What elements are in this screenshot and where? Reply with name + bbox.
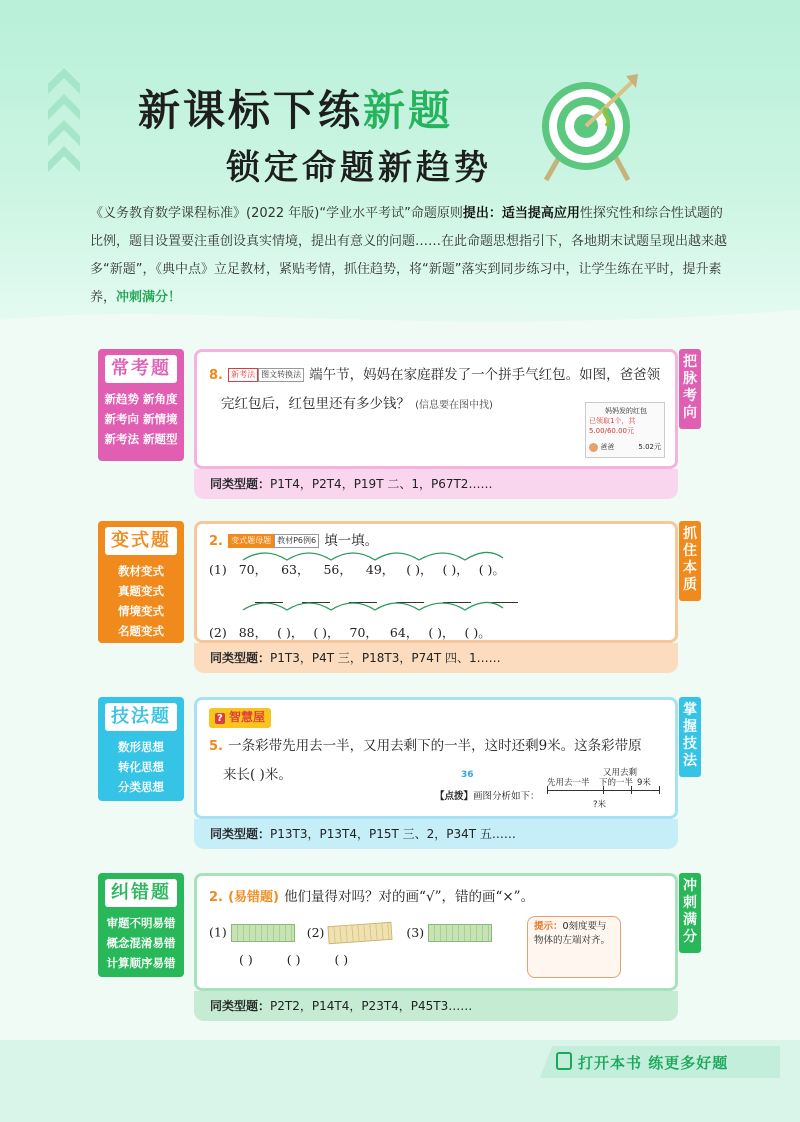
badge-item: 计算顺序易错: [106, 956, 176, 970]
badge-title: 常考题: [105, 355, 177, 383]
tag-label: 智慧屋: [229, 710, 266, 724]
diagram-label: ?米: [593, 800, 607, 810]
same-type-label: 同类型题：: [210, 827, 271, 841]
target-dart-icon: [526, 68, 652, 188]
page-number: 36: [461, 770, 474, 780]
sequence-blank[interactable]: ( )，: [313, 625, 340, 640]
tag-new-method: 新考法: [228, 368, 258, 382]
badge-item: 审题不明易错: [106, 916, 176, 930]
question-number: 8.: [209, 368, 223, 383]
badge-item: 概念混淆易错: [106, 936, 176, 950]
badge-item: 真题变式: [118, 584, 164, 598]
sequence-row-2: [209, 623, 663, 641]
page-title-line1: 新课标下练新题: [138, 86, 454, 135]
tag-variant: 变式题母题: [228, 534, 274, 548]
diagram-tick: [547, 786, 548, 794]
diagram-label: 下的一半: [599, 778, 634, 788]
footer-slogan: 打开本书 练更多好题: [578, 1054, 729, 1072]
sequence-term: 49，: [365, 562, 395, 577]
intro-text-1: 《义务教育数学课程标准》(2022 年版)“学业水平考试”命题原则: [90, 206, 463, 221]
sequence-term: 70，: [349, 625, 378, 640]
answer-blank[interactable]: ( ): [334, 952, 349, 967]
tag-textbook: 教材P6例6: [274, 534, 319, 548]
red-packet-image: [585, 402, 665, 458]
question-card: [194, 521, 678, 643]
sequence-blank[interactable]: ( )。: [464, 625, 491, 640]
same-type-text: P2T2，P14T4，P23T4，P45T3……: [270, 999, 473, 1013]
sequence-blank[interactable]: ( )，: [442, 562, 469, 577]
tag-error-prone: (易错题): [228, 890, 279, 905]
question-text: 完红包后，红包里还有多少钱？: [221, 396, 410, 412]
intro-text-end: 冲刺满分！: [116, 290, 182, 305]
question-text: 来长( )米。: [223, 767, 292, 783]
ruler-image-2: [328, 922, 393, 944]
badge-item: 数形思想: [118, 740, 164, 754]
item-label: (2): [306, 924, 325, 940]
sequence-term: 56，: [323, 562, 352, 577]
sequence-blank[interactable]: ( )，: [406, 562, 433, 577]
question-card: [194, 349, 678, 469]
same-type-text: P1T3，P4T 三，P18T3，P74T 四、1……: [270, 651, 501, 665]
intro-text-2: 性探究性和综合性试题的比例，题目设置要注重创设真实情境，提出有意义的问题……在此命题思想指引下，各地期末试题呈现出越来越多“新题”，《典中点》立足教材，紧贴考情，抓住趋势，将“新题”落实到同步练习中，让学生练在平时，提升素养，: [90, 206, 728, 305]
answer-blank[interactable]: ( ): [286, 952, 301, 967]
item-label: (3): [406, 924, 425, 940]
badge-item: 新考法 新题型: [104, 432, 178, 446]
badge-title: 纠错题: [105, 879, 177, 907]
tag-method: 图文转换法: [258, 368, 304, 382]
intro-paragraph: [90, 200, 730, 312]
sequence-blank[interactable]: ( )。: [478, 562, 505, 577]
badge-item: 新趋势 新角度: [104, 392, 178, 406]
question-text: 一条彩带先用去一半，又用去剩下的一半，这时还剩9米。这条彩带原: [228, 738, 642, 754]
badge-item: 名题变式: [118, 624, 164, 638]
tip-box: [527, 916, 621, 978]
badge-variant: [98, 521, 184, 643]
badge-item: 新考向 新情境: [104, 412, 178, 426]
avatar: [589, 443, 598, 452]
badge-item: 情境变式: [118, 604, 164, 618]
badge-item: 教材变式: [118, 564, 164, 578]
hint-line: [435, 788, 540, 802]
question-number: 2.: [209, 890, 223, 905]
sequence-arrows-row2: [237, 592, 507, 612]
same-type-text: P13T3，P13T4，P15T 三、2，P34T 五……: [270, 827, 516, 841]
side-tab: 把脉考向: [679, 349, 701, 429]
question-card: [194, 873, 678, 991]
badge-title: 变式题: [105, 527, 177, 555]
ruler-image-3: [428, 924, 492, 942]
red-packet-name: 爸爸: [600, 443, 615, 451]
badge-technique: [98, 697, 184, 801]
question-text: 填一填。: [324, 533, 379, 549]
sequence-row-1: [209, 560, 663, 578]
badge-item: 分类思想: [118, 780, 164, 794]
item-label: (1): [209, 924, 227, 940]
tip-label: 提示：: [534, 921, 563, 932]
diagram-tick: [659, 786, 660, 794]
side-tab: 冲刺满分: [679, 873, 701, 953]
sequence-blank[interactable]: ( )，: [428, 625, 455, 640]
same-type-label: 同类型题：: [210, 999, 271, 1013]
red-packet-sub: 已领取1个，共5.00/60.00元: [589, 417, 636, 435]
same-type-bar: [194, 643, 678, 673]
question-number: 2.: [209, 534, 223, 549]
book-icon: [556, 1052, 572, 1070]
tip-text: 0刻度要与物体的左端对齐。: [534, 921, 611, 946]
red-packet-amount: 5.02元: [638, 443, 661, 451]
sequence-term: 64，: [389, 625, 419, 640]
row-label: (1): [209, 562, 227, 577]
side-tab: 抓住本质: [679, 521, 701, 601]
diagram-label: 先用去一半: [547, 778, 590, 788]
badge-title: 技法题: [105, 703, 177, 731]
same-type-bar: [194, 469, 678, 499]
same-type-label: 同类型题：: [210, 651, 271, 665]
page-title-line2: 锁定命题新趋势: [226, 148, 492, 188]
question-text: 端午节，妈妈在家庭群发了一个拼手气红包。如图，爸爸领: [309, 367, 661, 383]
diagram-tick: [603, 786, 604, 794]
ruler-image-1: [231, 924, 295, 942]
badge-common: [98, 349, 184, 461]
side-tab: 掌握技法: [679, 697, 701, 777]
same-type-text: P1T4，P2T4，P19T 二、1，P67T2……: [270, 477, 493, 491]
segment-diagram: [547, 766, 661, 814]
sequence-term: 70，: [238, 562, 268, 577]
sequence-blank[interactable]: ( )，: [277, 625, 304, 640]
same-type-bar: [194, 991, 678, 1021]
sequence-term: 88，: [238, 625, 268, 640]
diagram-tick: [631, 786, 632, 794]
diagram-label: 9米: [637, 778, 651, 788]
red-packet-title: 妈妈发的红包: [605, 407, 647, 415]
answer-blank[interactable]: ( ): [239, 952, 253, 967]
same-type-bar: [194, 819, 678, 849]
intro-text-bold: 提出：适当提高应用: [462, 206, 580, 221]
question-card: [194, 697, 678, 819]
question-note: (信息要在图中找): [415, 400, 493, 411]
question-number: 5.: [209, 739, 223, 754]
wisdom-house-tag: [209, 708, 271, 728]
question-mark-icon: ?: [217, 713, 223, 724]
row-label: (2): [209, 625, 227, 640]
hint-label: 【点拨】: [435, 791, 474, 802]
question-text: 他们量得对吗？对的画“√”，错的画“×”。: [284, 889, 535, 905]
chevron-decoration-icon: [44, 62, 84, 172]
sequence-arrows-row1: [237, 542, 507, 562]
same-type-label: 同类型题：: [210, 477, 271, 491]
badge-item: 转化思想: [118, 760, 164, 774]
badge-error: [98, 873, 184, 977]
diagram-label: 又用去剩: [603, 768, 638, 778]
sequence-term: 63，: [281, 562, 310, 577]
hint-text: 画图分析如下：: [473, 791, 540, 802]
